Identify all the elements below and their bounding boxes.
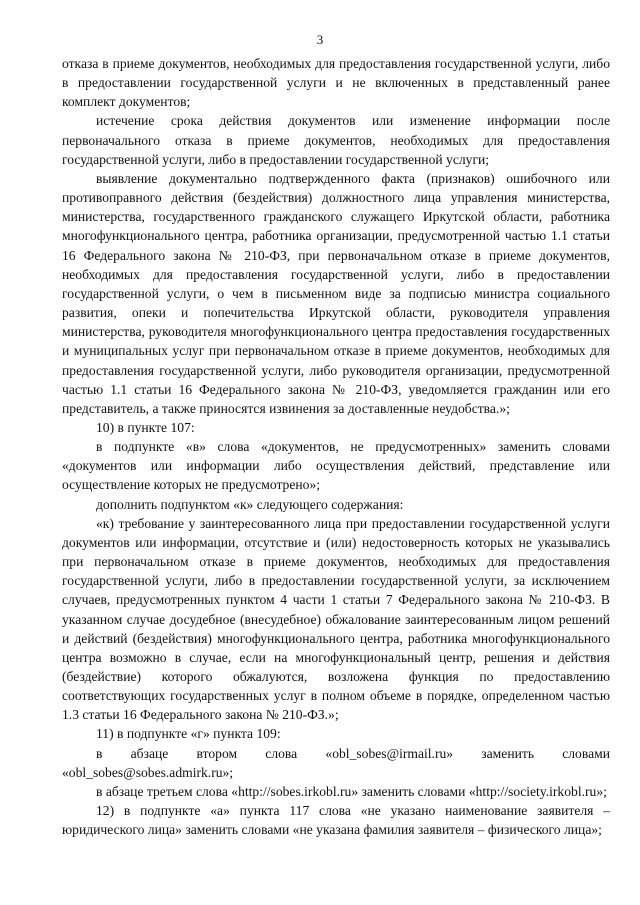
paragraph-item-12: 12) в подпункте «а» пункта 117 слова «не указано наименование заявителя – юридического лица» заменить словами «не указана фамилия заявителя – физического лица»;: [62, 803, 610, 838]
paragraph-email-change: в абзаце втором слова «obl_sobes@irmail.ru» заменить словами «obl_sobes@sobes.admirk.ru»;: [62, 745, 610, 780]
page-number: 3: [316, 32, 324, 47]
paragraph-item-11: 11) в подпункте «г» пункта 109:: [96, 726, 281, 742]
document-body: [62, 54, 610, 839]
paragraph-add-subitem-k: дополнить подпунктом «к» следующего содержания:: [96, 496, 404, 512]
paragraph-item-10: 10) в пункте 107:: [96, 419, 195, 435]
paragraph-subitem-v: в подпункте «в» слова «документов, не предусмотренных» заменить словами «документов или информации либо осуществления действий, представление или осуществление которых не предусмотрено»;: [62, 439, 610, 493]
paragraph-expiry: истечение срока действия документов или изменение информации после первоначального отказа в приеме документов, необходимых для предоставления государственной услуги, либо в предоставлении государственной услуги;: [62, 113, 610, 167]
paragraph-error-detection: выявление документально подтвержденного факта (признаков) ошибочного или противоправного действия (бездействия) должностного лица управления министерства, министерства, государственного гражданского служащего Иркутской области, работника многофункционального центра, работника организации, предусмотренной частью 1.1 статьи 16 Федерального закона № 210-ФЗ, при первоначальном отказе в приеме документов, необходимых для предоставления государственной услуги, либо в предоставлении государственной услуги, о чем в письменном виде за подписью министра социального развития, опеки и попечительства Иркутской области, руководителя управления министерства, руководителя многофункционального центра предоставления государственных и муниципальных услуг при первоначальном отказе в приеме документов, необходимых для предоставления государственной услуги, либо руководителя организации, предусмотренной частью 1.1 статьи 16 Федерального закона № 210-ФЗ, уведомляется гражданин или его представитель, а также приносятся извинения за доставленные неудобства.»;: [62, 170, 610, 416]
paragraph-subitem-k-text: «к) требование у заинтересованного лица при предоставлении государственной услуги документов или информации, отсутствие и (или) недостоверность которых не указывались при первоначальном отказе в приеме документов, необходимых для предоставления государственной услуги, либо в предоставлении государственной услуги, за исключением случаев, предусмотренных пунктом 4 части 1 статьи 7 Федерального закона № 210-ФЗ. В указанном случае досудебное (внесудебное) обжалование заинтересованным лицом решений и действий (бездействия) многофункционального центра, работника многофункционального центра возможно в случае, если на многофункциональный центр, решения и действия (бездействие) которого обжалуются, возложена функция по предоставлению соответствующих государственных услуг в полном объеме в порядке, определенном частью 1.3 статьи 16 Федерального закона № 210-ФЗ.»;: [62, 515, 610, 723]
paragraph-url-change: в абзаце третьем слова «http://sobes.irkobl.ru» заменить словами «http://society.irkobl.ru»;: [96, 783, 607, 799]
paragraph-refusal-docs: отказа в приеме документов, необходимых для предоставления государственной услуги, либо в предоставлении государственной услуги и не включенных в представленный ранее комплект документов;: [62, 56, 610, 110]
